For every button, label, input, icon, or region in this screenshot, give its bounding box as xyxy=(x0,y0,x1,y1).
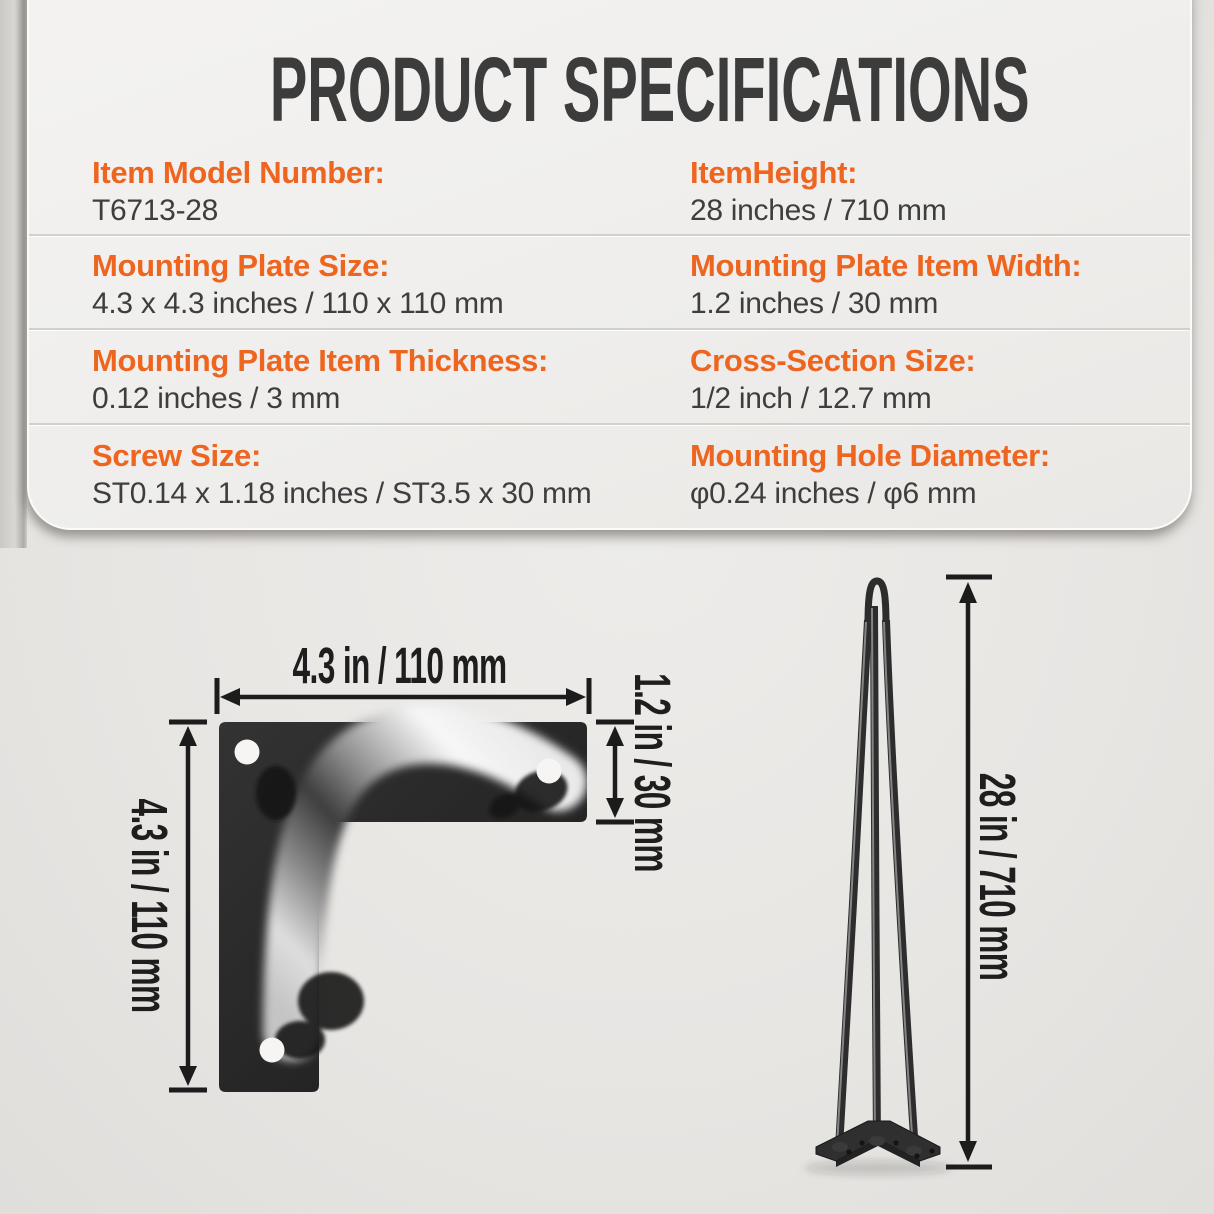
plate-item-width-label xyxy=(610,662,694,882)
spec-label: Mounting Plate Item Width: xyxy=(690,248,1082,283)
leg-rods xyxy=(839,581,915,1152)
plate-height-label xyxy=(104,773,196,1037)
spec-value: 4.3 x 4.3 inches / 110 x 110 mm xyxy=(92,287,504,320)
mounting-plate-photo xyxy=(219,722,587,1092)
plate-width-label-text: 4.3 in / 110 mm xyxy=(293,636,507,694)
leg-height-label xyxy=(951,754,1043,998)
spec-label: Mounting Plate Item Thickness: xyxy=(92,343,549,378)
leg-base-plate xyxy=(816,1121,940,1167)
plate-item-width-label-text: 1.2 in / 30 mm xyxy=(623,672,681,872)
spec-value: 28 inches / 710 mm xyxy=(690,194,947,227)
page-title-text: PRODUCT SPECIFICATIONS xyxy=(269,39,1030,141)
plate-height-label-text: 4.3 in / 110 mm xyxy=(121,798,179,1012)
spec-label: Cross-Section Size: xyxy=(690,343,976,378)
spec-value: T6713-28 xyxy=(92,194,219,227)
spec-value: 0.12 inches / 3 mm xyxy=(92,382,341,415)
spec-value: 1/2 inch / 12.7 mm xyxy=(690,382,932,415)
plate-width-label xyxy=(210,636,590,694)
leg-height-label-text: 28 in / 710 mm xyxy=(968,772,1026,980)
spec-value: 1.2 inches / 30 mm xyxy=(690,287,939,320)
spec-label: Item Model Number: xyxy=(92,155,385,190)
spec-value: φ0.24 inches / φ6 mm xyxy=(690,477,977,510)
spec-label: ItemHeight: xyxy=(690,155,858,190)
spec-label: Mounting Plate Size: xyxy=(92,248,390,283)
spec-label: Mounting Hole Diameter: xyxy=(690,438,1050,473)
hairpin-leg-photo xyxy=(804,581,952,1175)
spec-label: Screw Size: xyxy=(92,438,262,473)
leg-shadow xyxy=(804,1161,952,1175)
spec-value: ST0.14 x 1.18 inches / ST3.5 x 30 mm xyxy=(92,477,592,510)
